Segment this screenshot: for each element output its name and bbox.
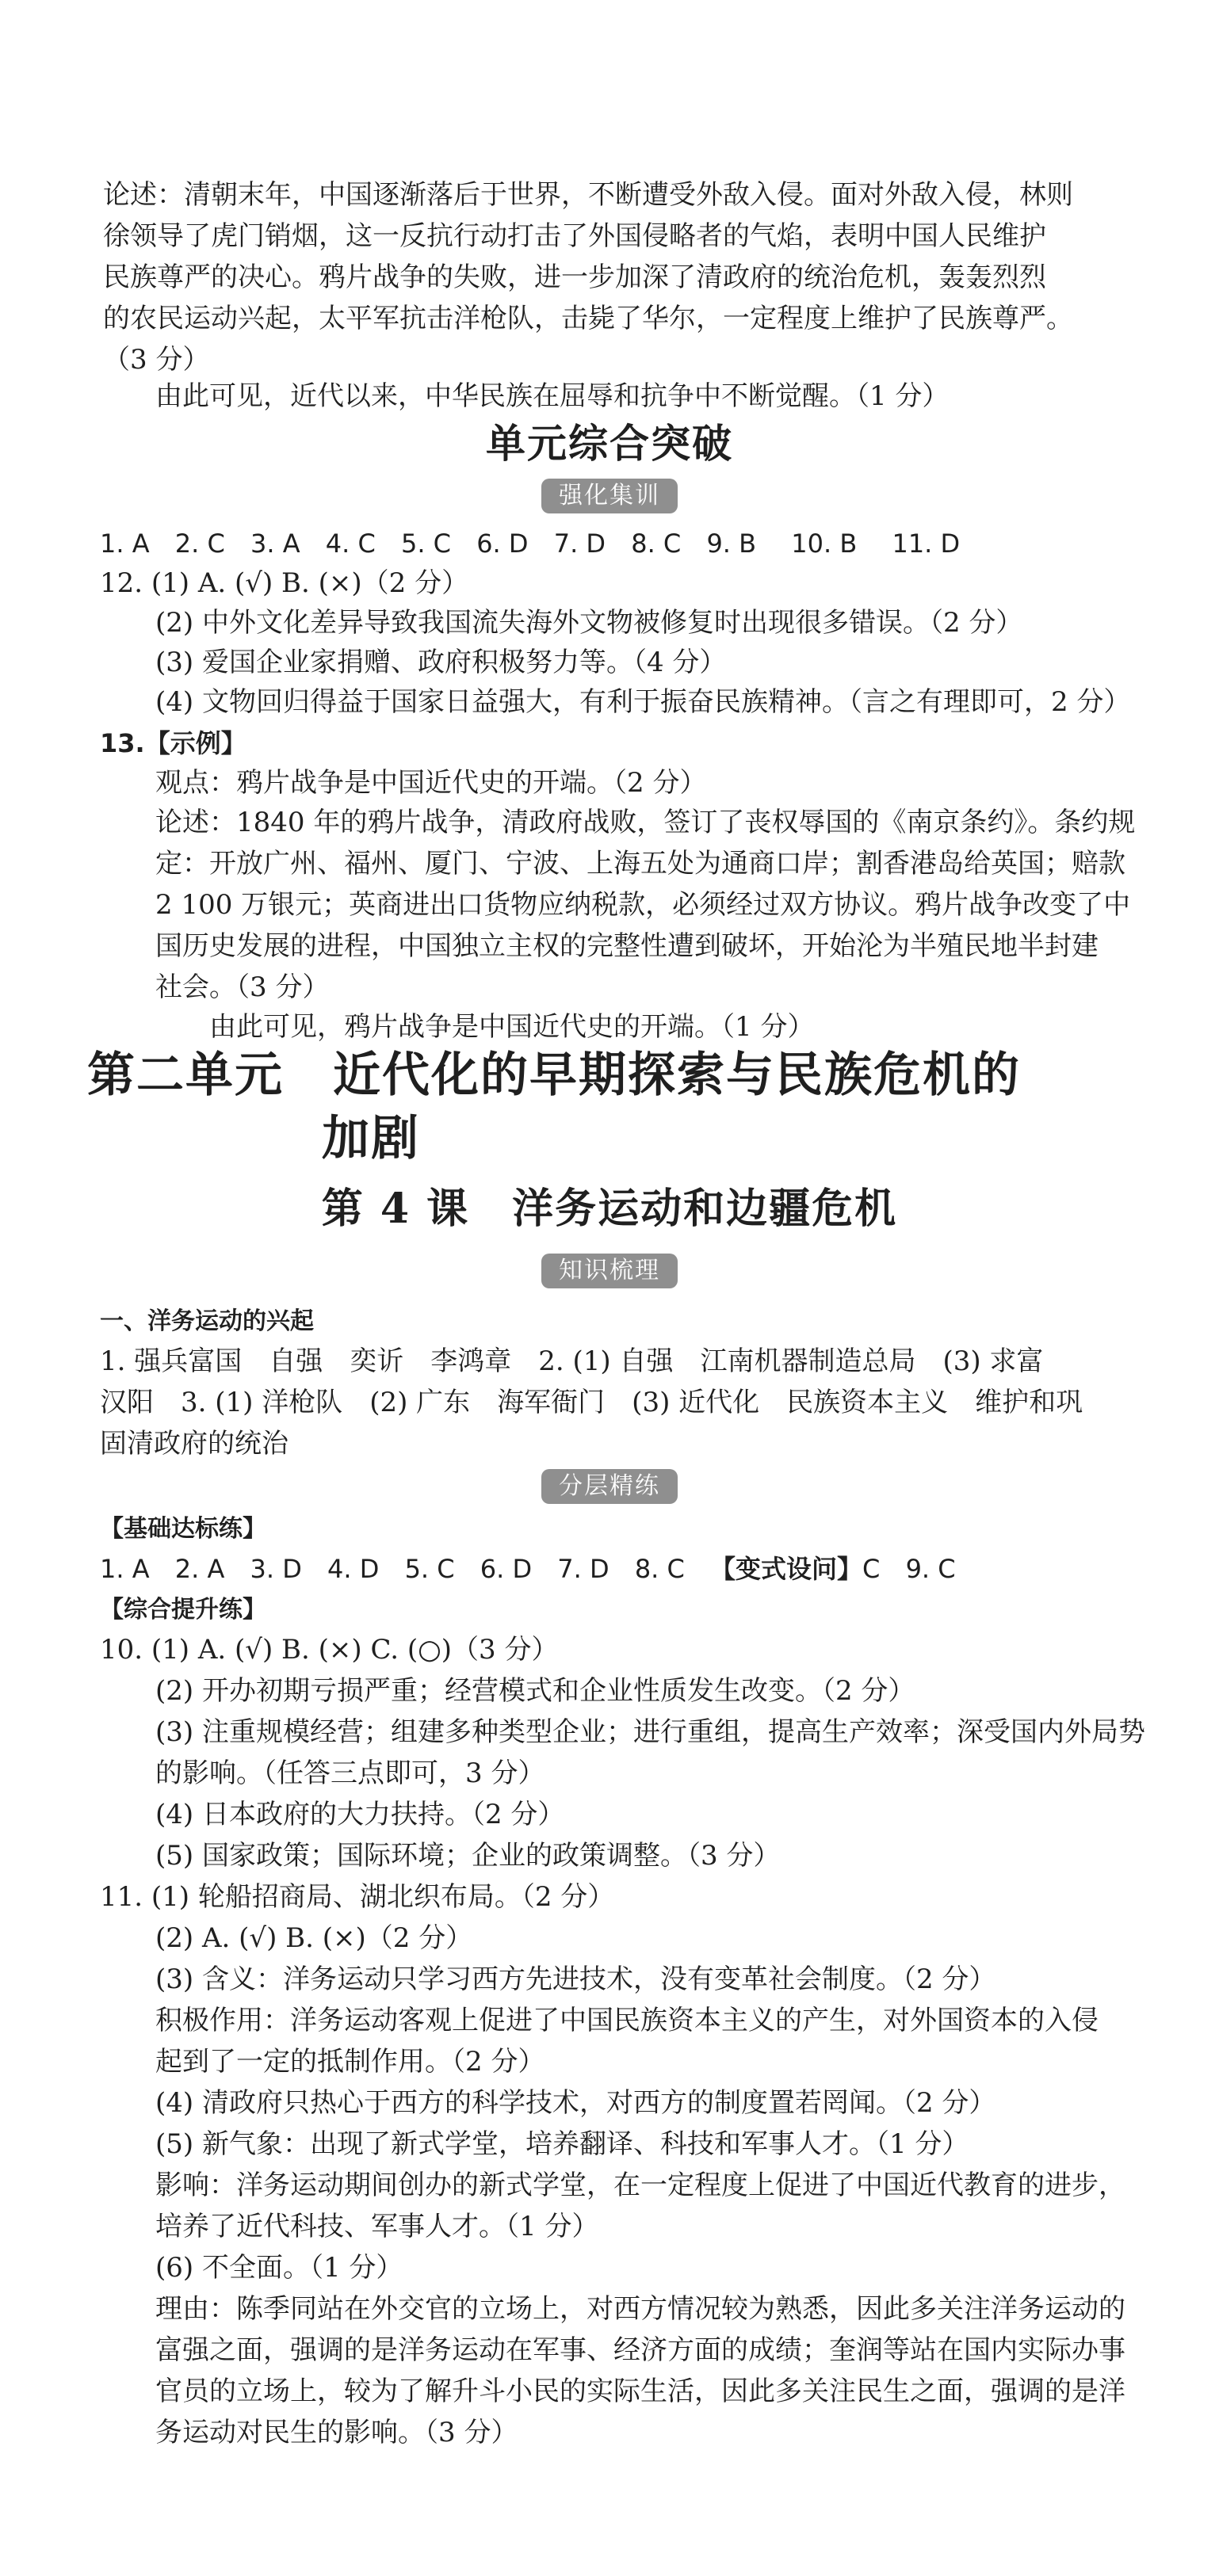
q11-part-4: (4) 清政府只热心于西方的科学技术，对西方的制度置若罔闻。（2 分） (155, 2087, 996, 2119)
q13-line-1: 论述：1840 年的鸦片战争，清政府战败，签订了丧权辱国的《南京条约》。条约规 (155, 807, 1136, 838)
essay-line-3: 民族尊严的决心。鸦片战争的失败，进一步加深了清政府的统治危机，轰轰烈烈 (103, 261, 1046, 293)
q10-part-3: (3) 注重规模经营；组建多种类型企业；进行重组，提高生产效率；深受国内外局势 (155, 1716, 1145, 1748)
mc-answer: 2. C (174, 529, 225, 559)
variant-answer: C (862, 1554, 881, 1584)
basic-practice-head: 【基础达标练】 (100, 1515, 266, 1543)
q13-line-4: 国历史发展的进程，中国独立主权的完整性遭到破坏，开始沦为半殖民地半封建 (155, 930, 1099, 962)
unit2-title-line-2: 加剧 (322, 1111, 420, 1166)
essay-line-5: （3 分） (103, 344, 210, 376)
mc-answer: 9. B (706, 529, 757, 559)
mc-answer: 5. C (404, 1554, 455, 1584)
mc-answer: 10. B (791, 529, 858, 559)
mc-answer: 8. C (631, 529, 682, 559)
knowledge-line-3: 固清政府的统治 (100, 1428, 289, 1460)
advanced-practice-head: 【综合提升练】 (100, 1596, 266, 1624)
mc-answer: 4. D (327, 1554, 380, 1584)
q11-part-3-cont: 起到了一定的抵制作用。（2 分） (155, 2046, 545, 2078)
mc-answer: 9. C (905, 1554, 956, 1584)
q12-part-3: (3) 爱国企业家捐赠、政府积极努力等。（4 分） (155, 647, 727, 678)
q11-reason-3: 官员的立场上，较为了解升斗小民的实际生活，因此多关注民生之面，强调的是洋 (155, 2376, 1125, 2407)
mc-answer: 5. C (400, 529, 452, 559)
basic-answers-row (100, 1551, 956, 1586)
q11-part-5-cont: 培养了近代科技、军事人才。（1 分） (155, 2211, 599, 2242)
mc-answer: 2. A (174, 1554, 225, 1584)
badge-knowledge-wrap (0, 1254, 1219, 1288)
q10-part-3-cont: 的影响。（任答三点即可，3 分） (155, 1757, 545, 1789)
mc-answer: 7. D (553, 529, 606, 559)
badge-practice-wrap (0, 1469, 1219, 1504)
essay-line-4: 的农民运动兴起，太平军抗击洋枪队，击毙了华尔，一定程度上维护了民族尊严。 (103, 303, 1073, 334)
q13-head: 13.【示例】 (100, 728, 246, 758)
q10-part-5: (5) 国家政策；国际环境；企业的政策调整。（3 分） (155, 1840, 781, 1872)
badge-reinforce: 强化集训 (541, 479, 678, 513)
q11-head: 11. (1) 轮船招商局、湖北织布局。（2 分） (100, 1881, 615, 1913)
q10-part-2: (2) 开办初期亏损严重；经营模式和企业性质发生改变。（2 分） (155, 1675, 915, 1707)
q11-reason-2: 富强之面，强调的是洋务运动在军事、经济方面的成绩；奎润等站在国内实际办事 (155, 2334, 1125, 2366)
q11-reason-4: 务运动对民生的影响。（3 分） (155, 2417, 518, 2448)
q13-line-3: 2 100 万银元；英商进出口货物应纳税款，必须经过双方协议。鸦片战争改变了中 (155, 889, 1131, 921)
q11-part-5: (5) 新气象：出现了新式学堂，培养翻译、科技和军事人才。（1 分） (155, 2128, 969, 2160)
q13-viewpoint: 观点：鸦片战争是中国近代史的开端。（2 分） (155, 767, 707, 799)
knowledge-line-1: 1. 强兵富国 自强 奕䜣 李鸿章 2. (1) 自强 江南机器制造总局 (3) 求富 (100, 1345, 1044, 1377)
mc-answer: 1. A (100, 1554, 150, 1584)
badge-knowledge: 知识梳理 (541, 1254, 678, 1288)
q11-part-6: (6) 不全面。（1 分） (155, 2252, 403, 2284)
essay-line-2: 徐领导了虎门销烟，这一反抗行动打击了外国侵略者的气焰，表明中国人民维护 (103, 220, 1046, 252)
mc-answer: 1. A (100, 529, 150, 559)
unit2-title-line-1: 第二单元 近代化的早期探索与民族危机的 (87, 1048, 1021, 1103)
badge-reinforce-wrap (0, 479, 1219, 513)
badge-practice: 分层精练 (541, 1469, 678, 1504)
mc-answer: 4. C (325, 529, 376, 559)
essay-conclusion: 由此可见，近代以来，中华民族在屈辱和抗争中不断觉醒。（1 分） (155, 380, 950, 412)
mc-answer: 7. D (557, 1554, 610, 1584)
unit-review-title: 单元综合突破 (486, 420, 733, 467)
q13-line-5: 社会。（3 分） (155, 971, 330, 1003)
q10-part-4: (4) 日本政府的大力扶持。（2 分） (155, 1799, 565, 1830)
q12-head: 12. (1) A. (√) B. (×)（2 分） (100, 567, 469, 599)
q11-part-2: (2) A. (√) B. (×)（2 分） (155, 1922, 473, 1954)
variant-label: 【变式设问】 (710, 1554, 863, 1584)
q12-part-4: (4) 文物回归得益于国家日益强大，有利于振奋民族精神。（言之有理即可，2 分） (155, 686, 1131, 718)
knowledge-line-2: 汉阳 3. (1) 洋枪队 (2) 广东 海军衙门 (3) 近代化 民族资本主义 维护和巩 (100, 1387, 1083, 1418)
essay-line-1: 论述：清朝末年，中国逐渐落后于世界，不断遭受外敌入侵。面对外敌入侵，林则 (103, 179, 1073, 211)
unit-review-mc-row (100, 526, 960, 561)
lesson-title: 第 4 课 洋务运动和边疆危机 (321, 1185, 898, 1233)
q13-line-2: 定：开放广州、福州、厦门、宁波、上海五处为通商口岸；割香港岛给英国；赔款 (155, 848, 1125, 880)
mc-answer: 6. D (480, 1554, 533, 1584)
q10-head: 10. (1) A. (√) B. (×) C. (○)（3 分） (100, 1634, 559, 1666)
q11-part-3: (3) 含义：洋务运动只学习西方先进技术，没有变革社会制度。（2 分） (155, 1963, 996, 1995)
section-title-yangwu: 一、洋务运动的兴起 (100, 1307, 314, 1335)
mc-answer: 3. A (250, 529, 300, 559)
q13-conclusion: 由此可见，鸦片战争是中国近代史的开端。（1 分） (209, 1011, 815, 1043)
mc-answer: 8. C (634, 1554, 685, 1584)
mc-answer: 11. D (892, 529, 961, 559)
mc-answer: 3. D (250, 1554, 302, 1584)
mc-answer: 6. D (476, 529, 529, 559)
q11-reason-1: 理由：陈季同站在外交官的立场上，对西方情况较为熟悉，因此多关注洋务运动的 (155, 2293, 1125, 2325)
q11-part-5-impact: 影响：洋务运动期间创办的新式学堂，在一定程度上促进了中国近代教育的进步， (155, 2170, 1125, 2201)
q12-part-2: (2) 中外文化差异导致我国流失海外文物被修复时出现很多错误。（2 分） (155, 607, 1023, 639)
q11-part-3-effect: 积极作用：洋务运动客观上促进了中国民族资本主义的产生，对外国资本的入侵 (155, 2005, 1099, 2036)
